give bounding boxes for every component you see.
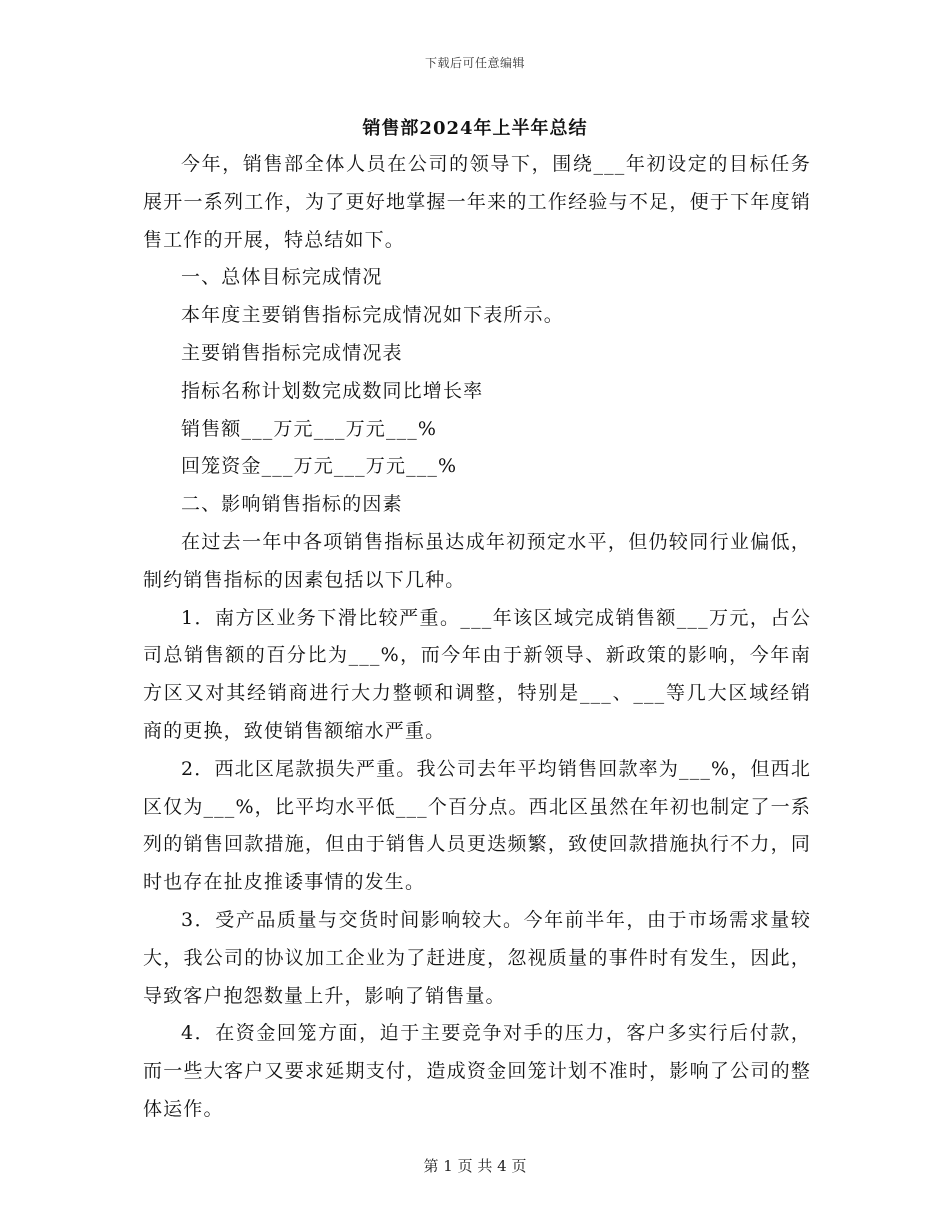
page-header-note: 下载后可任意编辑 — [424, 56, 525, 70]
page-number-footer: 第 1 页 共 4 页 — [423, 1157, 527, 1175]
paragraph-intro: 今年，销售部全体人员在公司的领导下，围绕___年初设定的目标任务展开一系列工作，为了更好地掌握一年来的工作经验与不足，便于下年度销售工作的开展，特总结如下。 — [143, 153, 811, 251]
paragraph-factor-1: 1．南方区业务下滑比较严重。___年该区域完成销售额___万元，占公司总销售额的百分比为___%，而今年由于新领导、新政策的影响，今年南方区又对其经销商进行大力整顿和调整，特别是___、___等几大区域经销商的更换，致使销售额缩水严重。 — [143, 606, 811, 742]
section-heading-1: 一、总体目标完成情况 — [181, 266, 383, 289]
paragraph-factors-intro: 在过去一年中各项销售指标虽达成年初预定水平，但仍较同行业偏低，制约销售指标的因素包括以下几种。 — [143, 530, 811, 591]
paragraph-table-intro: 本年度主要销售指标完成情况如下表所示。 — [181, 304, 564, 327]
table-row-collection: 回笼资金___万元___万元___% — [181, 455, 458, 478]
section-heading-2: 二、影响销售指标的因素 — [181, 493, 403, 516]
table-row-sales: 销售额___万元___万元___% — [181, 417, 438, 440]
table-header-line: 指标名称计划数完成数同比增长率 — [181, 379, 484, 402]
document-title: 销售部2024年上半年总结 — [362, 118, 588, 139]
paragraph-factor-2: 2．西北区尾款损失严重。我公司去年平均销售回款率为___%，但西北区仅为___%，比平均水平低___个百分点。西北区虽然在年初也制定了一系列的销售回款措施，但由于销售人员更迭频繁，致使回款措施执行不力，同时也存在扯皮推诿事情的发生。 — [143, 757, 811, 894]
paragraph-factor-4: 4．在资金回笼方面，迫于主要竞争对手的压力，客户多实行后付款，而一些大客户又要求延期支付，造成资金回笼计划不准时，影响了公司的整体运作。 — [143, 1022, 811, 1120]
table-caption: 主要销售指标完成情况表 — [181, 341, 403, 364]
document-body — [143, 146, 811, 1129]
paragraph-factor-3: 3．受产品质量与交货时间影响较大。今年前半年，由于市场需求量较大，我公司的协议加工企业为了赶进度，忽视质量的事件时有发生，因此，导致客户抱怨数量上升，影响了销售量。 — [143, 908, 811, 1007]
